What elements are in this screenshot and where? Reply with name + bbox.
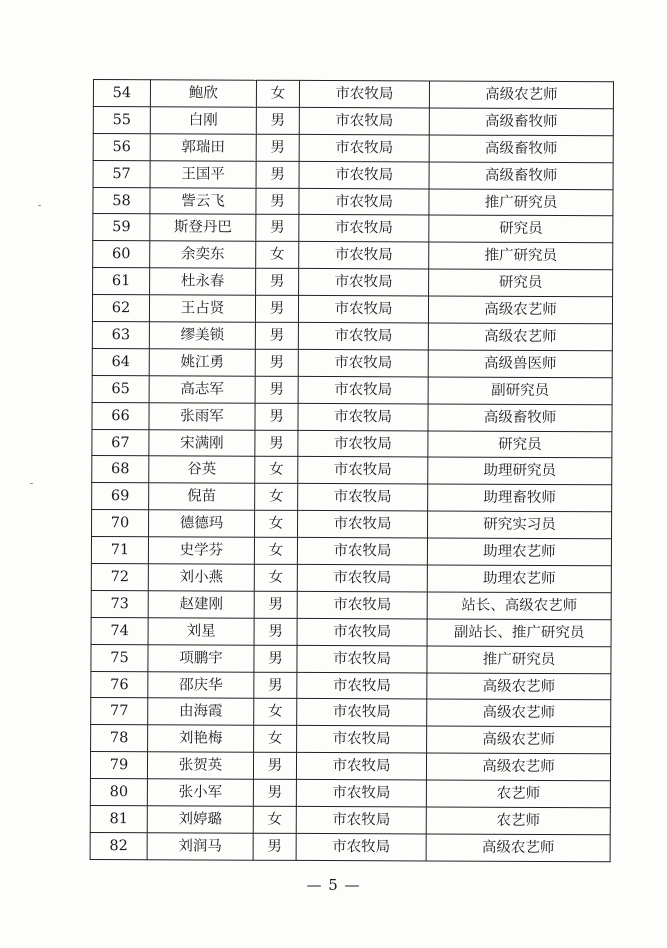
name-cell: 鲍欣 — [150, 80, 256, 107]
row-number-cell: 62 — [92, 295, 149, 322]
row-number-cell: 71 — [91, 537, 148, 564]
table-row — [91, 537, 611, 566]
gender-cell: 男 — [254, 591, 297, 618]
table-row — [92, 402, 612, 431]
table-row — [93, 80, 613, 109]
organization-cell: 市农牧局 — [299, 269, 429, 296]
table-row — [93, 187, 613, 216]
row-number-cell: 70 — [92, 510, 149, 537]
job-title-cell: 助理研究员 — [428, 457, 612, 485]
organization-cell: 市农牧局 — [299, 134, 429, 161]
table-row — [91, 617, 611, 646]
row-number-cell: 76 — [91, 671, 148, 698]
table-row — [92, 348, 612, 377]
scan-speck — [30, 483, 33, 484]
name-cell: 谷英 — [149, 456, 255, 483]
gender-cell: 男 — [255, 430, 298, 457]
organization-cell: 市农牧局 — [296, 780, 426, 807]
table-row — [93, 268, 613, 297]
job-title-cell: 高级农艺师 — [428, 296, 612, 324]
gender-cell: 男 — [254, 645, 297, 672]
organization-cell: 市农牧局 — [297, 564, 427, 591]
organization-cell: 市农牧局 — [298, 349, 428, 376]
scan-speck — [38, 205, 41, 206]
job-title-cell: 助理农艺师 — [427, 538, 611, 566]
row-number-cell: 59 — [93, 214, 150, 241]
organization-cell: 市农牧局 — [297, 672, 427, 699]
table-row — [91, 564, 611, 593]
name-cell: 刘艳梅 — [148, 725, 254, 752]
organization-cell: 市农牧局 — [298, 322, 428, 349]
page-number: — 5 — — [306, 876, 361, 894]
name-cell: 邵庆华 — [148, 671, 254, 698]
table-row — [90, 779, 610, 808]
organization-cell: 市农牧局 — [299, 215, 429, 242]
job-title-cell: 站长、高级农艺师 — [427, 592, 611, 620]
row-number-cell: 75 — [91, 644, 148, 671]
job-title-cell: 高级畜牧师 — [429, 135, 613, 163]
name-cell: 刘婷璐 — [147, 806, 253, 833]
organization-cell: 市农牧局 — [297, 618, 427, 645]
row-number-cell: 80 — [90, 779, 147, 806]
organization-cell: 市农牧局 — [296, 753, 426, 780]
row-number-cell: 65 — [92, 375, 149, 402]
organization-cell: 市农牧局 — [296, 833, 426, 860]
gender-cell: 女 — [256, 80, 299, 107]
job-title-cell: 研究员 — [429, 215, 613, 243]
job-title-cell: 高级畜牧师 — [429, 162, 613, 190]
table-row — [92, 429, 612, 458]
row-number-cell: 81 — [90, 806, 147, 833]
row-number-cell: 74 — [91, 617, 148, 644]
job-title-cell: 高级农艺师 — [427, 726, 611, 754]
row-number-cell: 60 — [93, 241, 150, 268]
table-row — [93, 214, 613, 243]
table-row — [92, 295, 612, 324]
name-cell: 张雨军 — [149, 402, 255, 429]
gender-cell: 女 — [255, 510, 298, 537]
gender-cell: 女 — [254, 537, 297, 564]
table-row — [91, 590, 611, 619]
table-row — [93, 106, 613, 135]
gender-cell: 男 — [254, 672, 297, 699]
row-number-cell: 56 — [93, 133, 150, 160]
job-title-cell: 高级农艺师 — [427, 673, 611, 701]
name-cell: 王国平 — [150, 160, 256, 187]
table-row — [93, 133, 613, 162]
organization-cell: 市农牧局 — [297, 645, 427, 672]
personnel-table-body — [90, 80, 613, 862]
name-cell: 杜永春 — [150, 268, 256, 295]
name-cell: 姚江勇 — [149, 349, 255, 376]
name-cell: 王占贤 — [149, 295, 255, 322]
job-title-cell: 助理畜牧师 — [428, 484, 612, 512]
name-cell: 訾云飞 — [150, 187, 256, 214]
gender-cell: 男 — [253, 779, 296, 806]
row-number-cell: 77 — [91, 698, 148, 725]
job-title-cell: 助理农艺师 — [427, 565, 611, 593]
job-title-cell: 高级农艺师 — [427, 699, 611, 727]
row-number-cell: 82 — [90, 832, 147, 859]
gender-cell: 女 — [255, 457, 298, 484]
gender-cell: 男 — [256, 268, 299, 295]
name-cell: 张贺英 — [147, 752, 253, 779]
table-row — [90, 806, 610, 835]
gender-cell: 男 — [256, 188, 299, 215]
job-title-cell: 高级兽医师 — [428, 350, 612, 378]
organization-cell: 市农牧局 — [299, 80, 429, 107]
gender-cell: 女 — [254, 726, 297, 753]
row-number-cell: 64 — [92, 348, 149, 375]
job-title-cell: 高级农艺师 — [426, 834, 610, 862]
row-number-cell: 68 — [92, 456, 149, 483]
name-cell: 倪苗 — [149, 483, 255, 510]
name-cell: 高志军 — [149, 376, 255, 403]
name-cell: 白刚 — [150, 107, 256, 134]
row-number-cell: 69 — [92, 483, 149, 510]
name-cell: 由海霞 — [148, 698, 254, 725]
name-cell: 宋满刚 — [149, 429, 255, 456]
job-title-cell: 研究实习员 — [427, 511, 611, 539]
organization-cell: 市农牧局 — [299, 107, 429, 134]
gender-cell: 男 — [256, 107, 299, 134]
gender-cell: 女 — [254, 564, 297, 591]
gender-cell: 女 — [253, 806, 296, 833]
organization-cell: 市农牧局 — [299, 242, 429, 269]
name-cell: 刘润马 — [147, 833, 253, 860]
row-number-cell: 55 — [93, 106, 150, 133]
gender-cell: 男 — [256, 215, 299, 242]
name-cell: 项鹏宇 — [148, 644, 254, 671]
name-cell: 余奕东 — [150, 241, 256, 268]
name-cell: 赵建刚 — [148, 591, 254, 618]
gender-cell: 女 — [255, 484, 298, 511]
job-title-cell: 副研究员 — [428, 377, 612, 405]
organization-cell: 市农牧局 — [298, 430, 428, 457]
row-number-cell: 73 — [91, 590, 148, 617]
table-row — [92, 483, 612, 512]
gender-cell: 女 — [256, 242, 299, 269]
gender-cell: 男 — [254, 618, 297, 645]
gender-cell: 男 — [255, 349, 298, 376]
organization-cell: 市农牧局 — [296, 806, 426, 833]
row-number-cell: 66 — [92, 402, 149, 429]
table-row — [93, 160, 613, 189]
row-number-cell: 61 — [93, 268, 150, 295]
gender-cell: 男 — [255, 403, 298, 430]
name-cell: 张小军 — [147, 779, 253, 806]
table-row — [91, 671, 611, 700]
organization-cell: 市农牧局 — [297, 591, 427, 618]
table-row — [92, 322, 612, 351]
row-number-cell: 67 — [92, 429, 149, 456]
job-title-cell: 推广研究员 — [429, 242, 613, 270]
organization-cell: 市农牧局 — [298, 457, 428, 484]
name-cell: 史学芬 — [148, 537, 254, 564]
name-cell: 缪美锁 — [149, 322, 255, 349]
row-number-cell: 63 — [92, 322, 149, 349]
organization-cell: 市农牧局 — [298, 511, 428, 538]
organization-cell: 市农牧局 — [298, 296, 428, 323]
personnel-table — [90, 79, 614, 862]
table-row — [90, 832, 610, 861]
organization-cell: 市农牧局 — [298, 376, 428, 403]
job-title-cell: 研究员 — [428, 431, 612, 459]
job-title-cell: 高级畜牧师 — [429, 108, 613, 136]
job-title-cell: 推广研究员 — [429, 189, 613, 217]
job-title-cell: 推广研究员 — [427, 646, 611, 674]
gender-cell: 男 — [255, 322, 298, 349]
table-row — [92, 375, 612, 404]
job-title-cell: 农艺师 — [426, 807, 610, 835]
gender-cell: 男 — [255, 295, 298, 322]
table-row — [92, 456, 612, 485]
gender-cell: 女 — [254, 699, 297, 726]
row-number-cell: 54 — [93, 80, 150, 107]
job-title-cell: 高级农艺师 — [429, 81, 613, 109]
job-title-cell: 农艺师 — [426, 780, 610, 808]
row-number-cell: 79 — [90, 752, 147, 779]
gender-cell: 男 — [256, 134, 299, 161]
organization-cell: 市农牧局 — [298, 403, 428, 430]
gender-cell: 男 — [256, 161, 299, 188]
name-cell: 刘小燕 — [148, 564, 254, 591]
table-row — [91, 698, 611, 727]
organization-cell: 市农牧局 — [297, 538, 427, 565]
row-number-cell: 78 — [91, 725, 148, 752]
table-row — [91, 725, 611, 754]
job-title-cell: 研究员 — [429, 269, 613, 297]
table-row — [93, 241, 613, 270]
organization-cell: 市农牧局 — [299, 161, 429, 188]
organization-cell: 市农牧局 — [299, 188, 429, 215]
row-number-cell: 58 — [93, 187, 150, 214]
organization-cell: 市农牧局 — [297, 699, 427, 726]
job-title-cell: 高级农艺师 — [428, 323, 612, 351]
table-row — [91, 644, 611, 673]
gender-cell: 男 — [253, 752, 296, 779]
job-title-cell: 高级畜牧师 — [428, 404, 612, 432]
table-row — [92, 510, 612, 539]
row-number-cell: 72 — [91, 564, 148, 591]
gender-cell: 男 — [253, 833, 296, 860]
name-cell: 郭瑞田 — [150, 134, 256, 161]
job-title-cell: 副站长、推广研究员 — [427, 619, 611, 647]
name-cell: 斯登丹巴 — [150, 214, 256, 241]
name-cell: 德德玛 — [149, 510, 255, 537]
name-cell: 刘星 — [148, 618, 254, 645]
row-number-cell: 57 — [93, 160, 150, 187]
organization-cell: 市农牧局 — [298, 484, 428, 511]
job-title-cell: 高级农艺师 — [426, 753, 610, 781]
organization-cell: 市农牧局 — [297, 726, 427, 753]
gender-cell: 男 — [255, 376, 298, 403]
table-row — [90, 752, 610, 781]
